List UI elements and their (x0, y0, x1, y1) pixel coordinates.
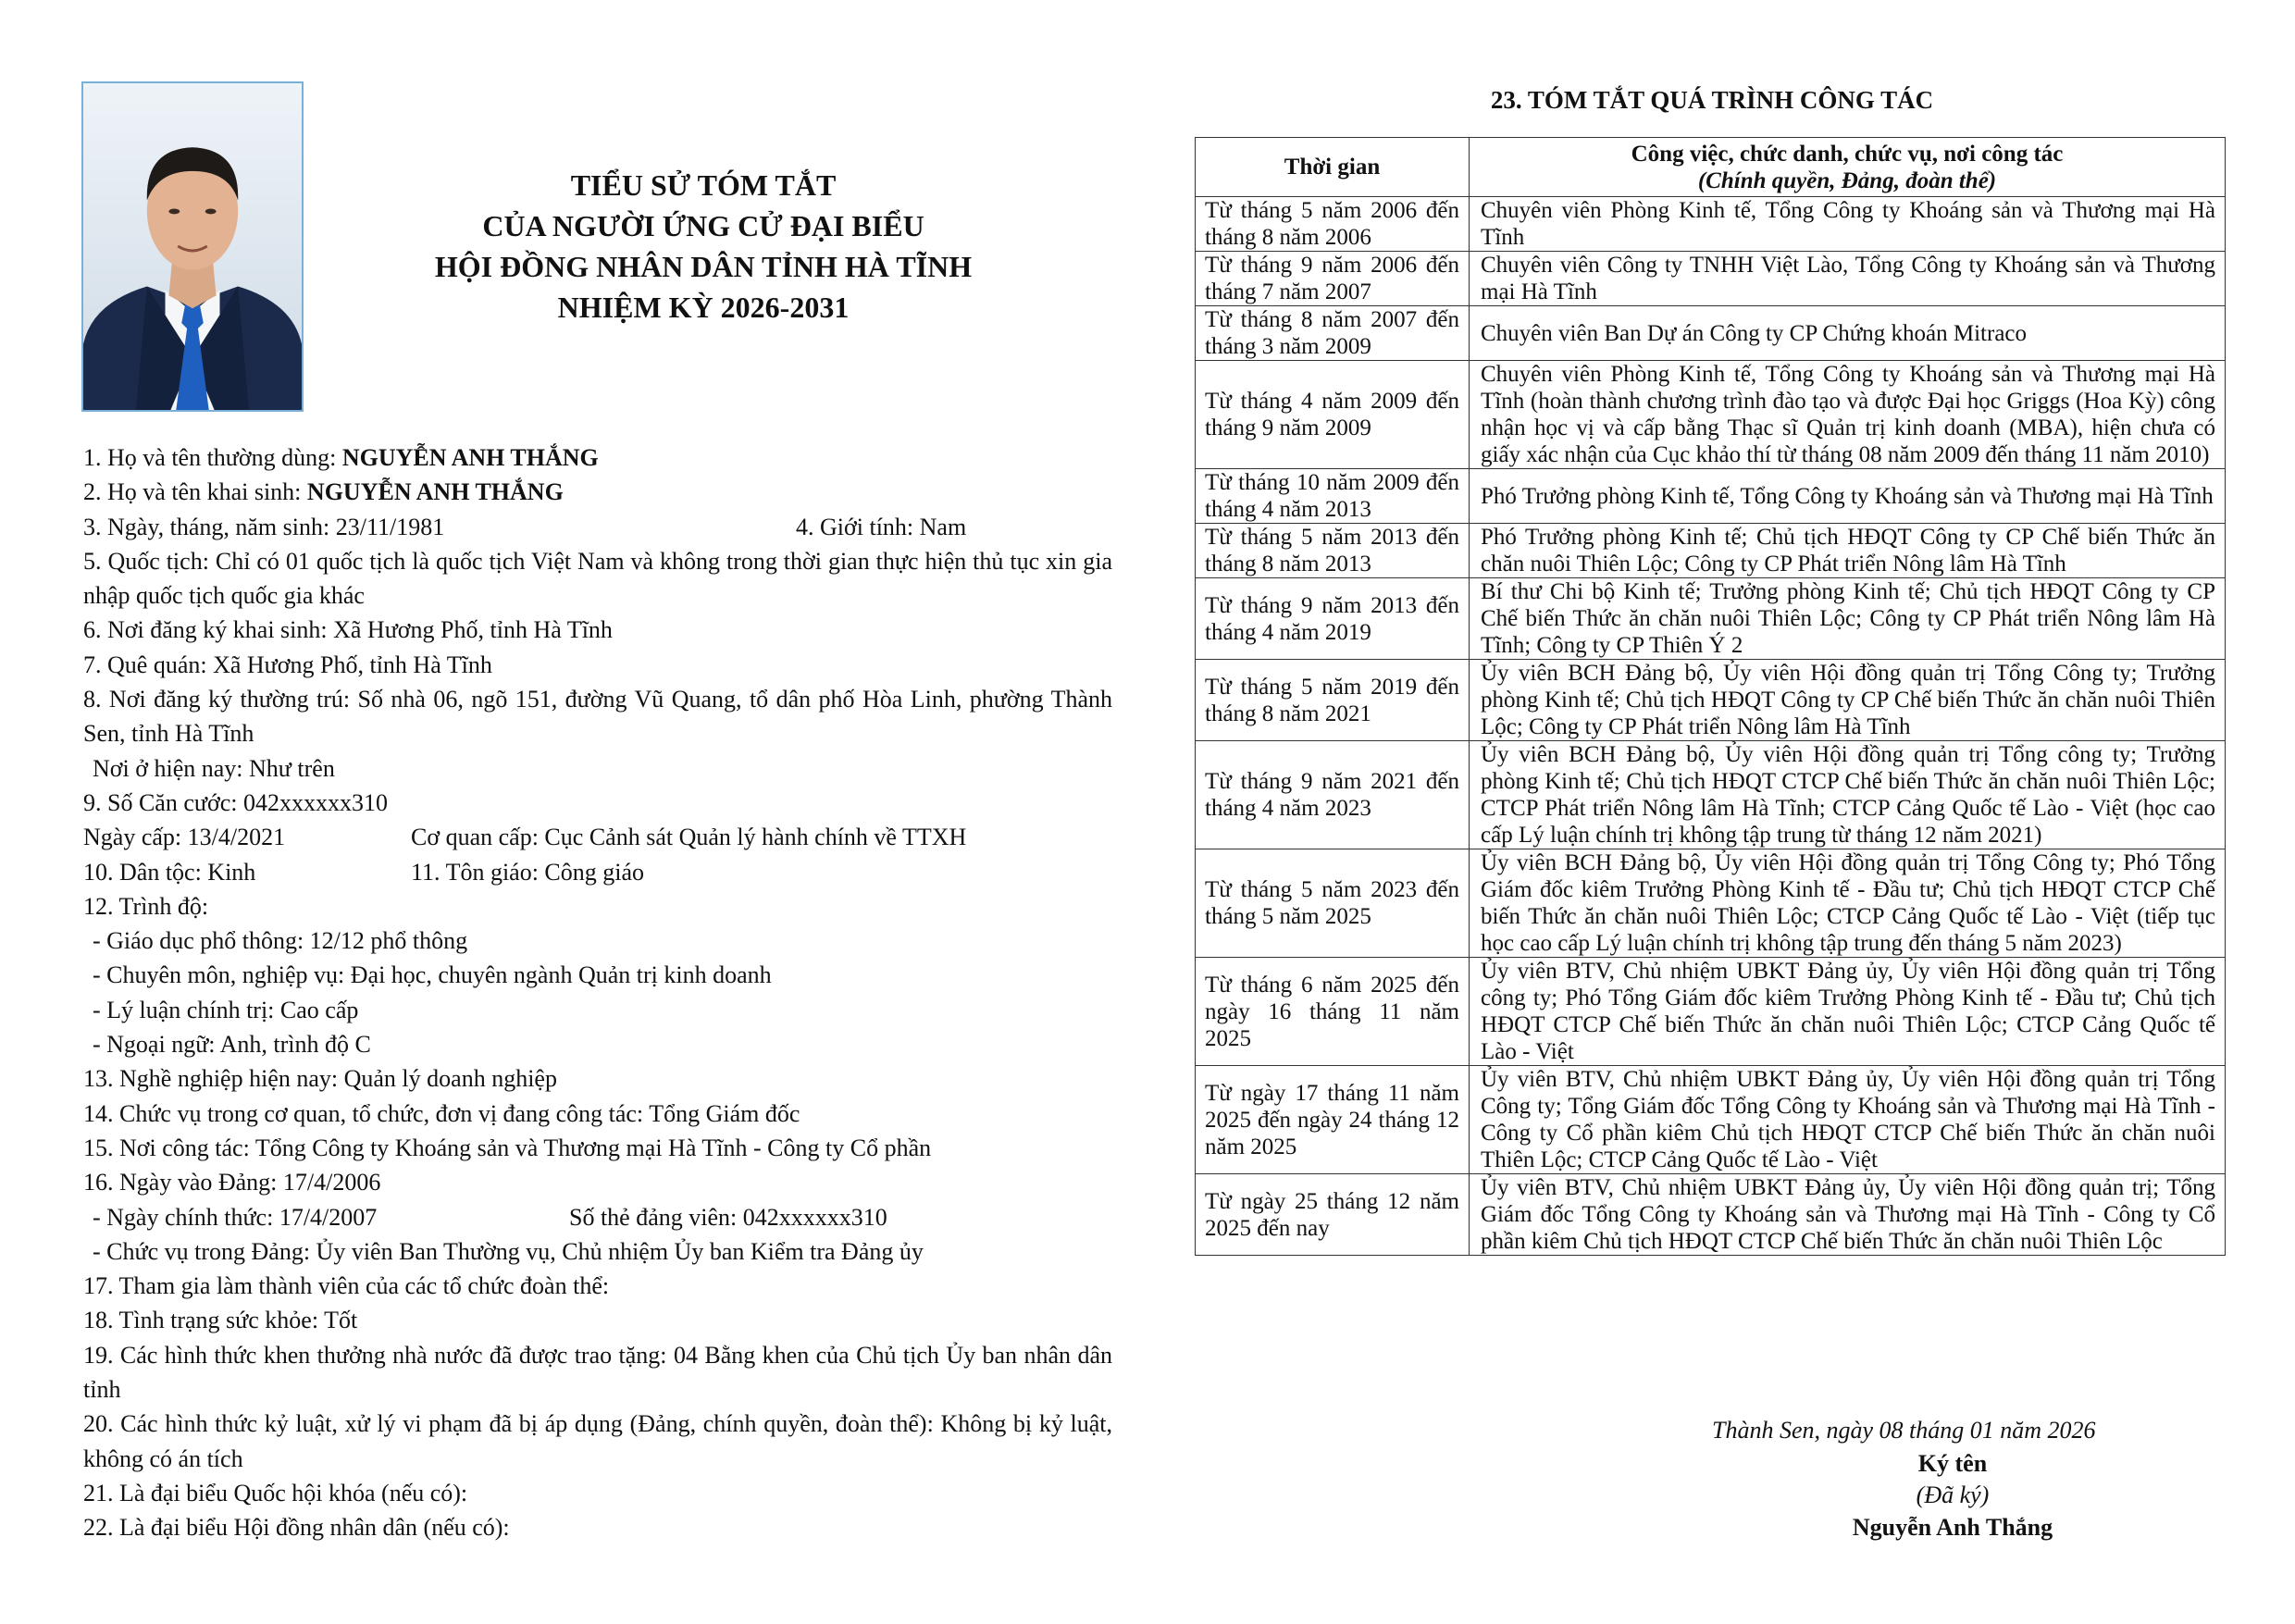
info-item-16: 16. Ngày vào Đảng: 17/4/2006 (83, 1169, 381, 1196)
signature-label: Ký tên (1917, 1450, 1988, 1477)
row-description: Ủy viên BCH Đảng bộ, Ủy viên Hội đồng quản trị Tổng Công ty; Trưởng phòng Kinh tế; Chủ tịch HĐQT Công ty CP Chế biến Thức ăn chăn nuôi Thiên Lộc; Công ty CP Phát triển Nông lâm Hà Tĩnh (1470, 660, 2226, 741)
education-political: - Lý luận chính trị: Cao cấp (93, 996, 359, 1023)
party-official-date: - Ngày chính thức: 17/4/2007 (93, 1203, 378, 1231)
info-item-20: 20. Các hình thức kỷ luật, xử lý vi phạm đã bị áp dụng (Đảng, chính quyền, đoàn thể): Không bị kỷ luật, không có án tích (83, 1410, 1112, 1472)
table-row (1196, 469, 2226, 524)
row-description: Chuyên viên Phòng Kinh tế, Tổng Công ty Khoáng sản và Thương mại Hà Tĩnh (hoàn thành chương trình đào tạo và được Đại học Griggs (Hoa Kỳ) công nhận học vị và cấp bằng Thạc sĩ Quản trị kinh doanh (MBA), hiện chưa có giấy xác nhận của Cục khảo thí từ tháng 08 năm 2009 đến tháng 11 năm 2010) (1470, 361, 2226, 469)
row-time: Từ tháng 8 năm 2007 đến tháng 3 năm 2009 (1196, 306, 1470, 361)
table-row (1196, 306, 2226, 361)
title-line-2: CỦA NGƯỜI ỨNG CỬ ĐẠI BIỂU (482, 209, 924, 242)
row-description: Ủy viên BTV, Chủ nhiệm UBKT Đảng ủy, Ủy viên Hội đồng quản trị Tổng công ty; Phó Tổng Giám đốc kiêm Trưởng Phòng Kinh tế - Đầu tư; Chủ tịch HĐQT CTCP Chế biến Thức ăn chăn nuôi Thiên Lộc; CTCP Cảng Quốc tế Lào - Việt (1470, 958, 2226, 1066)
gender: 4. Giới tính: Nam (796, 513, 967, 540)
title-line-4: NHIỆM KỲ 2026-2031 (557, 291, 850, 324)
education-language: - Ngoại ngữ: Anh, trình độ C (93, 1031, 371, 1059)
row-time: Từ tháng 9 năm 2013 đến tháng 4 năm 2019 (1196, 578, 1470, 660)
row-description: Chuyên viên Ban Dự án Công ty CP Chứng khoán Mitraco (1470, 306, 2226, 361)
info-item-9: 9. Số Căn cước: 042xxxxxx310 (83, 788, 388, 816)
info-item-7: 7. Quê quán: Xã Hương Phố, tỉnh Hà Tĩnh (83, 651, 492, 678)
table-row (1196, 578, 2226, 660)
row-description: Chuyên viên Công ty TNHH Việt Lào, Tổng Công ty Khoáng sản và Thương mại Hà Tĩnh (1470, 252, 2226, 306)
table-row (1196, 1174, 2226, 1256)
table-row (1196, 252, 2226, 306)
row-description: Chuyên viên Phòng Kinh tế, Tổng Công ty Khoáng sản và Thương mại Hà Tĩnh (1470, 197, 2226, 252)
work-history-rows (1196, 197, 2226, 1256)
birth-name: NGUYỄN ANH THẮNG (306, 478, 564, 506)
id-issue-agency: Cơ quan cấp: Cục Cảnh sát Quản lý hành chính về TTXH (411, 824, 967, 851)
work-history-table (1195, 137, 2226, 1256)
row-description: Ủy viên BCH Đảng bộ, Ủy viên Hội đồng quản trị Tổng công ty; Trưởng phòng Kinh tế; Chủ tịch HĐQT CTCP Chế biến Thức ăn chăn nuôi Thiên Lộc; CTCP Phát triển Nông lâm Hà Tĩnh; CTCP Cảng Quốc tế Lào - Việt (học cao cấp Lý luận chính trị không tập trung từ tháng 12 năm 2021) (1470, 741, 2226, 849)
common-name: NGUYỄN ANH THẮNG (341, 444, 599, 471)
row-description: Phó Trưởng phòng Kinh tế, Tổng Công ty Khoáng sản và Thương mại Hà Tĩnh (1470, 469, 2226, 524)
document-title (352, 165, 1055, 328)
info-item-21: 21. Là đại biểu Quốc hội khóa (nếu có): (83, 1479, 468, 1506)
info-item-15: 15. Nơi công tác: Tổng Công ty Khoáng sản và Thương mại Hà Tĩnh - Công ty Cổ phần (83, 1134, 932, 1161)
row-time: Từ tháng 5 năm 2006 đến tháng 8 năm 2006 (1196, 197, 1470, 252)
table-row (1196, 958, 2226, 1066)
row-description: Phó Trưởng phòng Kinh tế; Chủ tịch HĐQT Công ty CP Chế biến Thức ăn chăn nuôi Thiên Lộc; Công ty CP Phát triển Nông lâm Hà Tĩnh (1470, 524, 2226, 578)
info-item-8: 8. Nơi đăng ký thường trú: Số nhà 06, ngõ 151, đường Vũ Quang, tổ dân phố Hòa Linh, phường Thành Sen, tỉnh Hà Tĩnh (83, 686, 1112, 748)
party-official-row (83, 1200, 1112, 1234)
table-row (1196, 361, 2226, 469)
header-description: Công việc, chức danh, chức vụ, nơi công tác (Chính quyền, Đảng, đoàn thể) (1470, 138, 2226, 197)
info-item-13: 13. Nghề nghiệp hiện nay: Quản lý doanh nghiệp (83, 1065, 557, 1093)
row-time: Từ tháng 5 năm 2013 đến tháng 8 năm 2013 (1196, 524, 1470, 578)
row-description: Ủy viên BTV, Chủ nhiệm UBKT Đảng ủy, Ủy viên Hội đồng quản trị Tổng Công ty; Tổng Giám đốc Tổng Công ty Khoáng sản và Thương mại Hà Tĩnh - Công ty Cổ phần kiêm Chủ tịch HĐQT CTCP Chế biến Thức ăn chăn nuôi Thiên Lộc; CTCP Cảng Quốc tế Lào - Việt (1470, 1066, 2226, 1174)
row-description: Bí thư Chi bộ Kinh tế; Trưởng phòng Kinh tế; Chủ tịch HĐQT Công ty CP Chế biến Thức ăn chăn nuôi Thiên Lộc; Công ty CP Phát triển Nông lâm Hà Tĩnh; Công ty CP Thiên Ý 2 (1470, 578, 2226, 660)
title-line-1: TIỂU SỬ TÓM TẮT (570, 168, 837, 202)
education-professional: - Chuyên môn, nghiệp vụ: Đại học, chuyên ngành Quản trị kinh doanh (93, 961, 772, 989)
row-description: Ủy viên BCH Đảng bộ, Ủy viên Hội đồng quản trị Tổng Công ty; Phó Tổng Giám đốc kiêm Trưởng Phòng Kinh tế - Đầu tư; Chủ tịch HĐQT CTCP Chế biến Thức ăn chăn nuôi Thiên Lộc; CTCP Cảng Quốc tế Lào - Việt (tiếp tục học cao cấp Lý luận chính trị không tập trung đến tháng 5 năm 2023) (1470, 849, 2226, 958)
table-row (1196, 197, 2226, 252)
info-item-14: 14. Chức vụ trong cơ quan, tổ chức, đơn vị đang công tác: Tổng Giám đốc (83, 1099, 800, 1127)
id-issue-row (83, 820, 1112, 854)
party-position: - Chức vụ trong Đảng: Ủy viên Ban Thường vụ, Chủ nhiệm Ủy ban Kiểm tra Đảng ủy (93, 1237, 924, 1265)
info-item-10-11 (83, 855, 1112, 889)
ethnicity: 10. Dân tộc: Kinh (83, 858, 256, 886)
info-item-3-4 (83, 510, 1112, 544)
row-time: Từ tháng 10 năm 2009 đến tháng 4 năm 2013 (1196, 469, 1470, 524)
title-line-3: HỘI ĐỒNG NHÂN DÂN TỈNH HÀ TĨNH (434, 250, 973, 283)
signed-note: (Đã ký) (1916, 1481, 1990, 1508)
row-time: Từ tháng 5 năm 2019 đến tháng 8 năm 2021 (1196, 660, 1470, 741)
info-item-19: 19. Các hình thức khen thưởng nhà nước đã được trao tặng: 04 Bằng khen của Chủ tịch Ủy ban nhân dân tỉnh (83, 1341, 1112, 1404)
portrait-photo (81, 81, 304, 412)
table-row (1196, 660, 2226, 741)
table-row (1196, 849, 2226, 958)
work-history-title: 23. TÓM TẮT QUÁ TRÌNH CÔNG TÁC (1490, 86, 1934, 114)
table-row (1196, 524, 2226, 578)
birth-date: 3. Ngày, tháng, năm sinh: 23/11/1981 (83, 513, 445, 540)
row-time: Từ ngày 25 tháng 12 năm 2025 đến nay (1196, 1174, 1470, 1256)
table-header-row (1196, 138, 2226, 197)
table-row (1196, 1066, 2226, 1174)
row-time: Từ tháng 9 năm 2021 đến tháng 4 năm 2023 (1196, 741, 1470, 849)
info-item-2: 2. Họ và tên khai sinh: NGUYỄN ANH THẮNG (83, 478, 564, 506)
info-item-5: 5. Quốc tịch: Chỉ có 01 quốc tịch là quốc tịch Việt Nam và không trong thời gian thực hiện thủ tục xin gia nhập quốc tịch quốc gia khác (83, 547, 1112, 610)
row-time: Từ tháng 5 năm 2023 đến tháng 5 năm 2025 (1196, 849, 1470, 958)
party-card-number: Số thẻ đảng viên: 042xxxxxx310 (569, 1203, 887, 1231)
info-item-22: 22. Là đại biểu Hội đồng nhân dân (nếu có): (83, 1514, 510, 1542)
info-item-6: 6. Nơi đăng ký khai sinh: Xã Hương Phố, tỉnh Hà Tĩnh (83, 616, 613, 644)
info-item-18: 18. Tình trạng sức khỏe: Tốt (83, 1307, 358, 1334)
place-date: Thành Sen, ngày 08 tháng 01 năm 2026 (1712, 1417, 2096, 1444)
education-general: - Giáo dục phổ thông: 12/12 phổ thông (93, 927, 468, 955)
header-time: Thời gian (1196, 138, 1470, 197)
row-time: Từ tháng 6 năm 2025 đến ngày 16 tháng 11 năm 2025 (1196, 958, 1470, 1066)
info-item-1: 1. Họ và tên thường dùng: NGUYỄN ANH THẮNG (83, 444, 599, 471)
religion: 11. Tôn giáo: Công giáo (411, 858, 645, 886)
current-residence: Nơi ở hiện nay: Như trên (93, 754, 335, 782)
personal-info-list (83, 440, 1112, 1545)
row-time: Từ tháng 4 năm 2009 đến tháng 9 năm 2009 (1196, 361, 1470, 469)
info-item-12: 12. Trình độ: (83, 892, 209, 920)
signer-name: Nguyễn Anh Thắng (1852, 1514, 2053, 1541)
row-description: Ủy viên BTV, Chủ nhiệm UBKT Đảng ủy, Ủy viên Hội đồng quản trị; Tổng Giám đốc Tổng Công ty Khoáng sản và Thương mại Hà Tĩnh - Công ty Cổ phần kiêm Chủ tịch HĐQT CTCP Chế biến Thức ăn chăn nuôi Thiên Lộc (1470, 1174, 2226, 1256)
info-item-17: 17. Tham gia làm thành viên của các tổ chức đoàn thể: (83, 1272, 610, 1300)
row-time: Từ tháng 9 năm 2006 đến tháng 7 năm 2007 (1196, 252, 1470, 306)
row-time: Từ ngày 17 tháng 11 năm 2025 đến ngày 24 tháng 12 năm 2025 (1196, 1066, 1470, 1174)
id-issue-date: Ngày cấp: 13/4/2021 (83, 824, 286, 851)
table-row (1196, 741, 2226, 849)
